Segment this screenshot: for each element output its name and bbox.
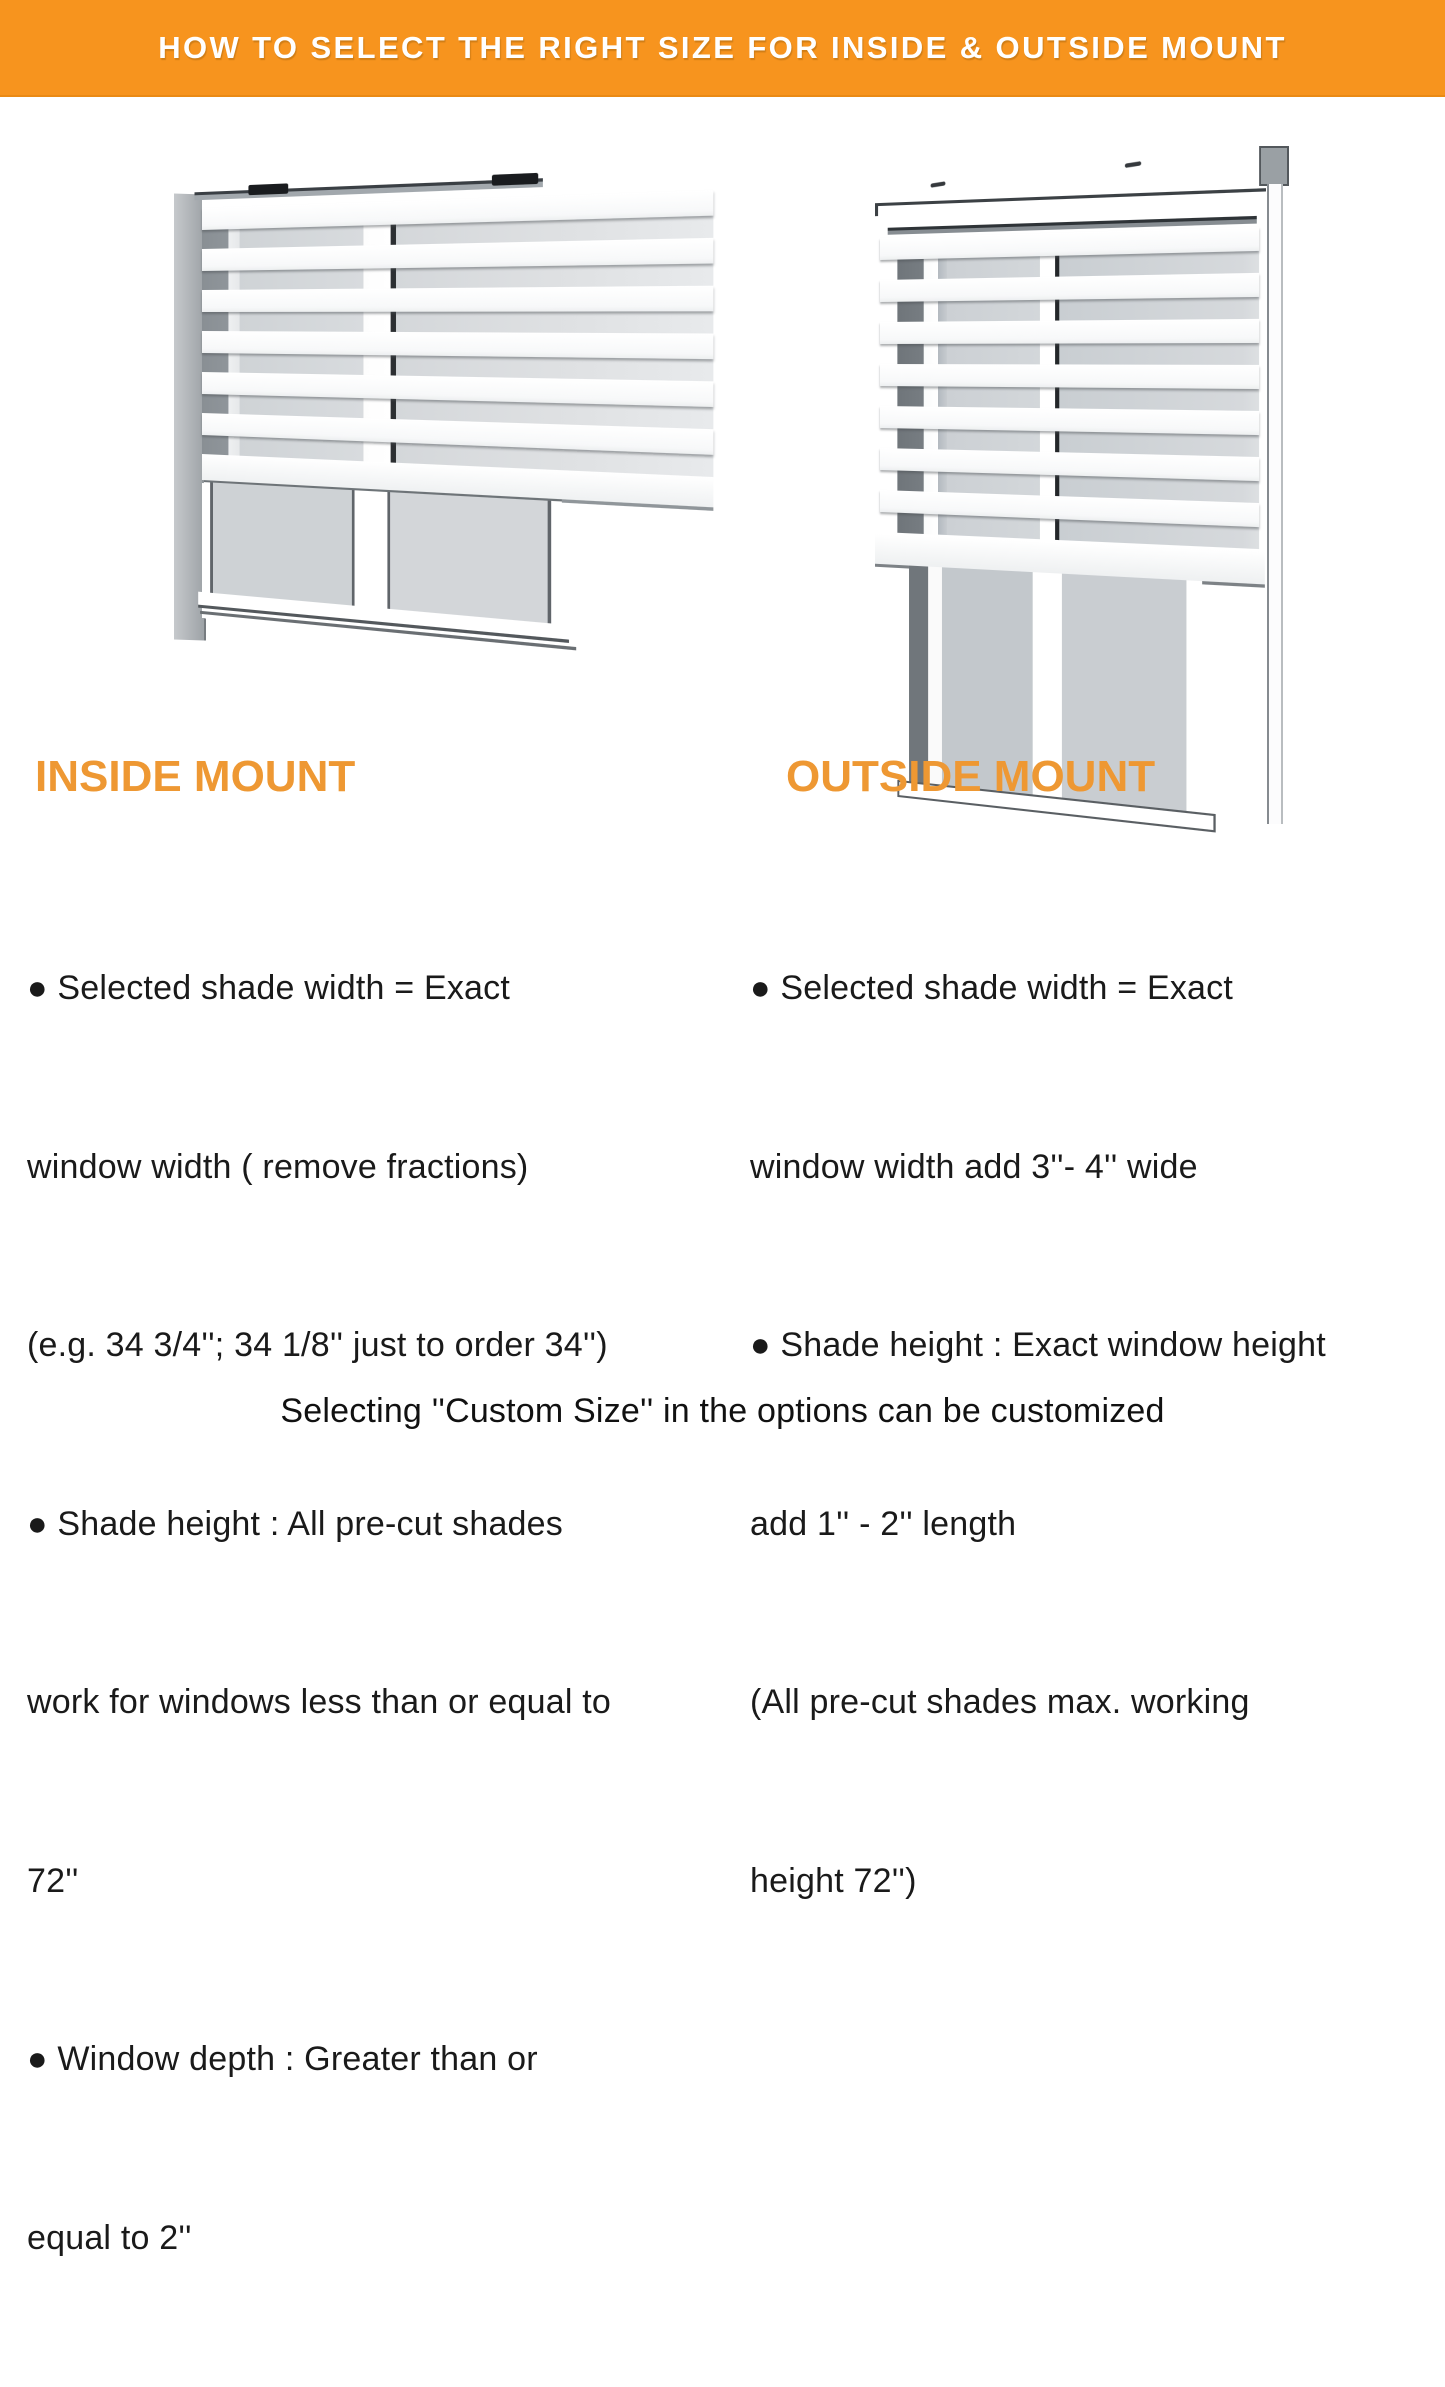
shade-band — [880, 364, 1259, 389]
bullet-line: window width ( remove fractions) — [27, 1147, 529, 1186]
shade-band — [202, 413, 713, 455]
zebra-shade-stripes — [880, 227, 1259, 549]
bracket-end-cap — [1259, 146, 1289, 186]
window-casing — [1267, 184, 1283, 824]
bullet-line: (All pre-cut shades max. working — [750, 1683, 1250, 1721]
bullet-line: 72'' — [27, 1861, 79, 1900]
outside-mount-bullets — [750, 840, 1410, 2030]
shade-band — [202, 238, 713, 271]
mounting-board — [876, 188, 1266, 206]
bullet-line: ● Shade height : Exact window height — [750, 1326, 1326, 1364]
bullet-line: (e.g. 34 3/4''; 34 1/8'' just to order 34'') — [27, 1326, 608, 1364]
shade-band — [880, 448, 1259, 481]
shade-band — [880, 406, 1259, 435]
bullet-line: ● Window depth : Greater than or — [27, 2040, 538, 2078]
heading-inside-mount: INSIDE MOUNT — [35, 752, 356, 801]
bullet-line: ● Shade height : All pre-cut shades — [27, 1504, 563, 1543]
bullet-line: height 72'') — [750, 1861, 917, 1900]
heading-outside-mount: OUTSIDE MOUNT — [786, 752, 1156, 801]
inside-mount-bullets — [27, 840, 667, 2387]
wall-face — [880, 141, 1259, 847]
inside-mount-illustration — [160, 148, 740, 708]
bullet-line: equal to 2'' — [27, 2218, 192, 2257]
shade-band — [202, 372, 713, 407]
mounting-clip-icon — [248, 183, 288, 195]
shade-band — [202, 286, 713, 312]
footer-note: Selecting ''Custom Size'' in the options can be customized — [280, 1392, 1165, 1430]
screw-mark-icon — [931, 181, 946, 188]
shade-band — [880, 319, 1259, 344]
mounting-clip-icon — [492, 173, 538, 186]
bullet-line: ● Selected shade width = Exact — [27, 969, 510, 1007]
shade-band — [880, 273, 1259, 302]
bullet-line: ● Selected shade width = Exact — [750, 969, 1233, 1007]
shade-band — [202, 331, 713, 359]
banner — [0, 0, 1445, 97]
shade-band — [880, 490, 1259, 527]
banner-title: HOW TO SELECT THE RIGHT SIZE FOR INSIDE & OUTSIDE MOUNT — [158, 29, 1287, 65]
outside-mount-illustration — [862, 140, 1362, 855]
bullet-line: window width add 3''- 4'' wide — [750, 1147, 1198, 1186]
screw-mark-icon — [1125, 161, 1141, 168]
bullet-line: add 1'' - 2'' length — [750, 1504, 1017, 1543]
zebra-shade-stripes — [202, 190, 713, 477]
window-face — [202, 160, 713, 669]
bullet-line: work for windows less than or equal to — [27, 1683, 611, 1721]
